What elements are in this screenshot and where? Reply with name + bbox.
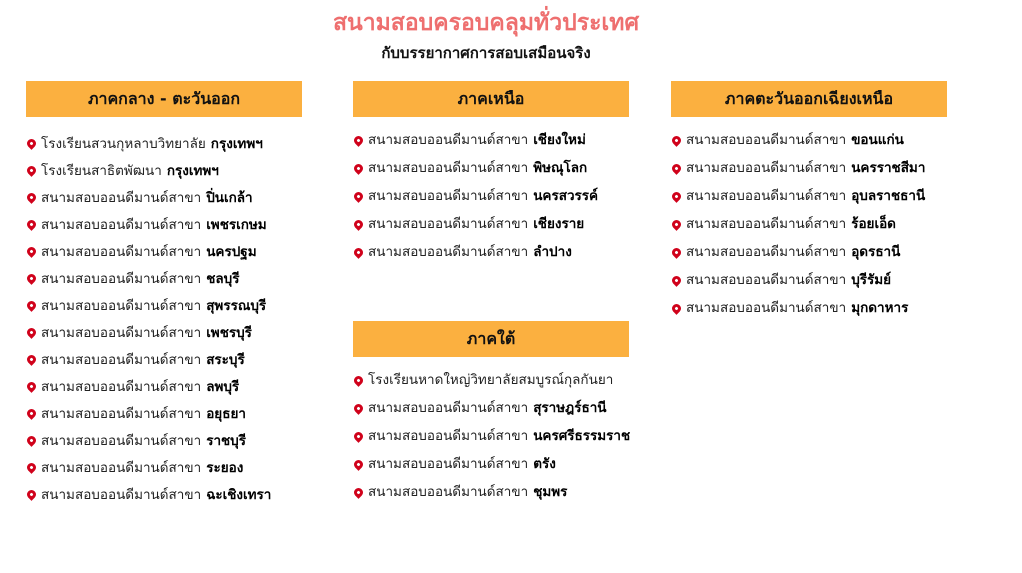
venue-branch: ระยอง [206, 459, 244, 476]
map-pin-icon [670, 246, 683, 259]
venue-name: โรงเรียนสวนกุหลาบวิทยาลัย [41, 135, 206, 152]
region-header-north: ภาคเหนือ [353, 81, 629, 117]
venue-branch: เพชรบุรี [206, 324, 252, 341]
map-pin-icon [670, 274, 683, 287]
venue-name: สนามสอบออนดีมานด์สาขา [41, 216, 202, 233]
venue-item [353, 394, 673, 422]
venue-branch: ลพบุรี [206, 378, 240, 395]
venue-item [353, 450, 673, 478]
map-pin-icon [670, 218, 683, 231]
venue-branch: ขอนแก่น [851, 132, 904, 148]
venue-item [26, 427, 346, 454]
map-pin-icon [352, 190, 365, 203]
map-pin-icon [352, 218, 365, 231]
map-pin-icon [25, 137, 38, 150]
venue-branch: เพชรเกษม [206, 216, 267, 233]
venue-item [26, 481, 346, 508]
map-pin-icon [25, 461, 38, 474]
venue-item [353, 154, 673, 182]
map-pin-icon [670, 134, 683, 147]
venue-branch: ปิ่นเกล้า [206, 189, 253, 206]
region-header-northeast: ภาคตะวันออกเฉียงเหนือ [671, 81, 947, 117]
venue-branch: เชียงราย [533, 216, 585, 232]
venue-item [353, 422, 673, 450]
region-central-east [26, 81, 302, 503]
venue-item [26, 292, 346, 319]
venue-branch: สุพรรณบุรี [206, 297, 267, 314]
venue-name: สนามสอบออนดีมานด์สาขา [686, 244, 847, 260]
venue-item [26, 454, 346, 481]
map-pin-icon [352, 458, 365, 471]
map-pin-icon [352, 430, 365, 443]
venue-name: สนามสอบออนดีมานด์สาขา [41, 432, 202, 449]
region-south [353, 321, 631, 500]
venue-item [671, 238, 991, 266]
venue-branch: บุรีรัมย์ [851, 272, 892, 288]
map-pin-icon [352, 246, 365, 259]
venue-name: สนามสอบออนดีมานด์สาขา [368, 188, 529, 204]
venue-list-central-east [26, 130, 346, 508]
venue-branch: ชุมพร [533, 484, 568, 500]
venue-item [353, 366, 673, 394]
venue-name: สนามสอบออนดีมานด์สาขา [368, 244, 529, 260]
venue-name: สนามสอบออนดีมานด์สาขา [368, 428, 529, 444]
venue-branch: ร้อยเอ็ด [851, 216, 896, 232]
venue-branch: นครราชสีมา [851, 160, 926, 176]
map-pin-icon [25, 218, 38, 231]
region-north [353, 81, 629, 260]
venue-name: สนามสอบออนดีมานด์สาขา [368, 216, 529, 232]
venue-branch: ฉะเชิงเทรา [206, 486, 272, 503]
venue-item [26, 184, 346, 211]
venue-item [26, 265, 346, 292]
venue-item [353, 238, 673, 266]
venue-list-south [353, 366, 673, 506]
venue-branch: อุดรธานี [851, 244, 901, 260]
map-pin-icon [25, 434, 38, 447]
venue-item [26, 346, 346, 373]
map-pin-icon [25, 299, 38, 312]
map-pin-icon [25, 245, 38, 258]
venue-branch: กรุงเทพฯ [166, 162, 219, 179]
venue-name: สนามสอบออนดีมานด์สาขา [41, 297, 202, 314]
venue-list-northeast [671, 126, 991, 322]
venue-item [26, 157, 346, 184]
venue-item [671, 266, 991, 294]
venue-item [353, 210, 673, 238]
venue-item [671, 182, 991, 210]
venue-name: สนามสอบออนดีมานด์สาขา [368, 160, 529, 176]
map-pin-icon [25, 272, 38, 285]
venue-item [671, 126, 991, 154]
page-title: สนามสอบครอบคลุมทั่วประเทศ [332, 10, 640, 36]
venue-name: สนามสอบออนดีมานด์สาขา [41, 405, 202, 422]
venue-item [671, 210, 991, 238]
map-pin-icon [25, 353, 38, 366]
venue-name: สนามสอบออนดีมานด์สาขา [368, 484, 529, 500]
venue-branch: ราชบุรี [206, 432, 247, 449]
venue-branch: เชียงใหม่ [533, 132, 586, 148]
venue-name: สนามสอบออนดีมานด์สาขา [41, 459, 202, 476]
venue-branch: นครปฐม [206, 243, 257, 260]
venue-item [26, 238, 346, 265]
region-northeast [671, 81, 947, 316]
venue-item [353, 126, 673, 154]
venue-branch: นครศรีธรรมราช [533, 428, 631, 444]
venue-branch: ชลบุรี [206, 270, 240, 287]
venue-branch: กรุงเทพฯ [210, 135, 263, 152]
venue-name: สนามสอบออนดีมานด์สาขา [41, 243, 202, 260]
map-pin-icon [352, 402, 365, 415]
venue-branch: มุกดาหาร [851, 300, 909, 316]
map-pin-icon [25, 488, 38, 501]
map-pin-icon [352, 486, 365, 499]
venue-name: สนามสอบออนดีมานด์สาขา [686, 188, 847, 204]
venue-branch: สุราษฎร์ธานี [533, 400, 607, 416]
map-pin-icon [25, 380, 38, 393]
map-pin-icon [352, 162, 365, 175]
venue-item [353, 182, 673, 210]
venue-name: โรงเรียนสาธิตพัฒนา [41, 162, 162, 179]
venue-name: สนามสอบออนดีมานด์สาขา [41, 378, 202, 395]
map-pin-icon [352, 134, 365, 147]
venue-name: สนามสอบออนดีมานด์สาขา [686, 132, 847, 148]
venue-item [26, 211, 346, 238]
venue-name: สนามสอบออนดีมานด์สาขา [368, 456, 529, 472]
venue-item [353, 478, 673, 506]
map-pin-icon [25, 191, 38, 204]
page-subtitle: กับบรรยากาศการสอบเสมือนจริง [381, 44, 591, 62]
map-pin-icon [25, 164, 38, 177]
venue-branch: ลำปาง [533, 244, 572, 260]
map-pin-icon [670, 162, 683, 175]
venue-item [26, 373, 346, 400]
venue-item [26, 400, 346, 427]
venue-branch: สระบุรี [206, 351, 245, 368]
venue-branch: ตรัง [533, 456, 556, 472]
venue-name: สนามสอบออนดีมานด์สาขา [41, 351, 202, 368]
venue-name: สนามสอบออนดีมานด์สาขา [686, 216, 847, 232]
region-header-central-east: ภาคกลาง - ตะวันออก [26, 81, 302, 117]
venue-name: สนามสอบออนดีมานด์สาขา [41, 189, 202, 206]
map-pin-icon [25, 407, 38, 420]
venue-branch: นครสวรรค์ [533, 188, 599, 204]
venue-name: สนามสอบออนดีมานด์สาขา [41, 486, 202, 503]
venue-item [26, 130, 346, 157]
venue-name: โรงเรียนหาดใหญ่วิทยาลัยสมบูรณ์กุลกันยา [368, 372, 614, 388]
venue-name: สนามสอบออนดีมานด์สาขา [41, 324, 202, 341]
venue-item [671, 154, 991, 182]
map-pin-icon [352, 374, 365, 387]
venue-name: สนามสอบออนดีมานด์สาขา [41, 270, 202, 287]
venue-branch: อยุธยา [206, 405, 246, 422]
venue-name: สนามสอบออนดีมานด์สาขา [686, 300, 847, 316]
venue-item [26, 319, 346, 346]
region-header-south: ภาคใต้ [353, 321, 629, 357]
venue-name: สนามสอบออนดีมานด์สาขา [686, 160, 847, 176]
venue-list-north [353, 126, 673, 266]
map-pin-icon [670, 190, 683, 203]
venue-name: สนามสอบออนดีมานด์สาขา [368, 132, 529, 148]
venue-branch: อุบลราชธานี [851, 188, 926, 204]
venue-branch: พิษณุโลก [533, 160, 588, 176]
venue-name: สนามสอบออนดีมานด์สาขา [686, 272, 847, 288]
venue-item [671, 294, 991, 322]
venue-name: สนามสอบออนดีมานด์สาขา [368, 400, 529, 416]
map-pin-icon [25, 326, 38, 339]
map-pin-icon [670, 302, 683, 315]
